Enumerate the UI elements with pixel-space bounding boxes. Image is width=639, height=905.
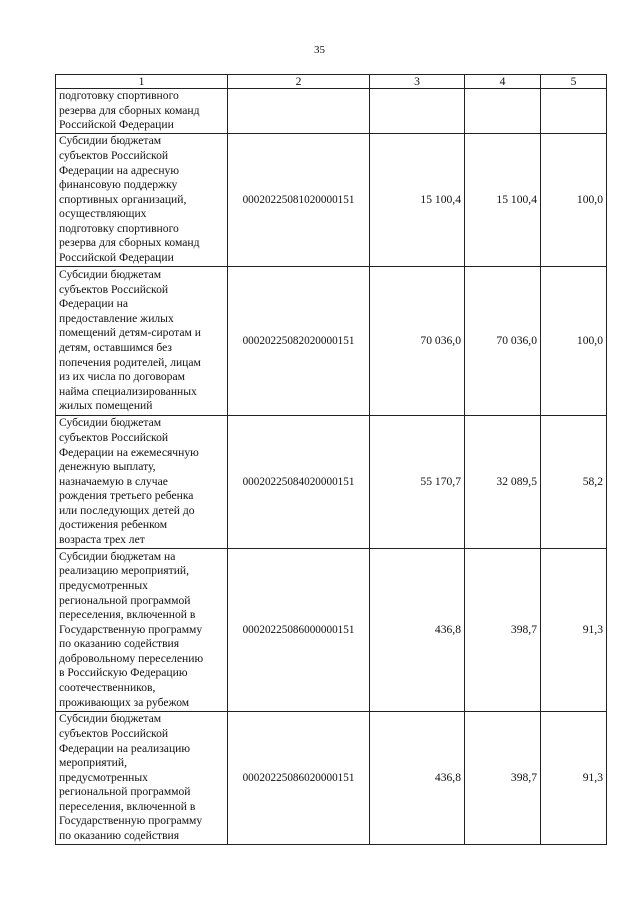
row-name-line: попечения родителей, лицам [59, 355, 201, 369]
row-name-line: переселения, включенной в [59, 608, 196, 622]
row-name-line: Федерации на реализацию [59, 741, 191, 755]
row-name-line: финансовую поддержку [59, 178, 178, 192]
row-name-cell [56, 89, 228, 134]
row-name-line: по оказанию содействия [59, 829, 180, 843]
row-name-line: Федерации на ежемесячную [59, 445, 199, 459]
row-percent-cell: 100,0 [541, 134, 607, 267]
row-percent-cell: 58,2 [541, 416, 607, 549]
table-body [56, 89, 607, 845]
row-name-line: осуществляющих [59, 207, 147, 221]
row-name-line: субъектов Российской [59, 430, 169, 444]
row-name-line: Российской Федерации [59, 118, 174, 132]
row-name-line: Субсидии бюджетам [59, 416, 162, 430]
row-code-cell: 00020225086020000151 [228, 712, 370, 845]
table-row [56, 134, 607, 267]
row-name-line: достижения ребенком [59, 518, 168, 532]
row-name-line: Субсидии бюджетам [59, 712, 162, 726]
row-percent-cell: 91,3 [541, 712, 607, 845]
row-name-line: спортивных организаций, [59, 192, 187, 206]
row-name-line: соотечественников, [59, 681, 156, 695]
row-name-line: добровольному переселению [59, 651, 204, 665]
row-name-line: субъектов Российской [59, 726, 169, 740]
row-name-line: проживающих за рубежом [59, 695, 190, 709]
row-name-line: субъектов Российской [59, 282, 169, 296]
row-name-line: из их числа по договорам [59, 370, 185, 384]
row-name-line: Федерации на адресную [59, 163, 179, 177]
row-code-cell [228, 89, 370, 134]
row-approved-cell: 70 036,0 [370, 267, 465, 416]
row-executed-cell: 15 100,4 [465, 134, 541, 267]
budget-table [55, 74, 607, 845]
row-name-line: подготовку спортивного [59, 221, 179, 235]
row-name-line: назначаемую в случае [59, 474, 168, 488]
row-code-cell: 00020225086000000151 [228, 549, 370, 712]
row-approved-cell [370, 89, 465, 134]
row-percent-cell: 91,3 [541, 549, 607, 712]
header-row [56, 75, 607, 89]
row-approved-cell: 55 170,7 [370, 416, 465, 549]
row-name-cell [56, 134, 228, 267]
row-executed-cell: 32 089,5 [465, 416, 541, 549]
row-executed-cell: 70 036,0 [465, 267, 541, 416]
row-name-line: найма специализированных [59, 384, 197, 398]
row-percent-cell: 100,0 [541, 267, 607, 416]
row-name-line: Государственную программу [59, 814, 203, 828]
row-name-line: предусмотренных [59, 770, 148, 784]
table-row [56, 89, 607, 134]
row-name-line: подготовку спортивного [59, 89, 179, 103]
column-header-2: 2 [228, 75, 370, 89]
row-name-line: переселения, включенной в [59, 799, 196, 813]
row-approved-cell: 436,8 [370, 549, 465, 712]
row-name-line: предусмотренных [59, 578, 148, 592]
row-name-line: детям, оставшимся без [59, 341, 172, 354]
row-executed-cell: 398,7 [465, 712, 541, 845]
row-name-line: резерва для сборных команд [59, 236, 200, 250]
row-name-line: жилых помещений [59, 399, 153, 413]
row-approved-cell: 436,8 [370, 712, 465, 845]
row-name-cell [56, 267, 228, 416]
row-name-line: по оказанию содействия [59, 637, 180, 651]
row-approved-cell: 15 100,4 [370, 134, 465, 267]
row-name-line: Федерации на [59, 297, 129, 311]
page-number: 35 [314, 44, 325, 56]
row-name-line: в Российскую Федерацию [59, 666, 188, 680]
row-name-line: возраста трех лет [59, 533, 145, 547]
row-name-line: реализацию мероприятий, [59, 564, 190, 578]
table-row [56, 712, 607, 845]
row-name-line: Субсидии бюджетам на [59, 549, 176, 563]
table-row [56, 267, 607, 416]
row-code-cell: 00020225084020000151 [228, 416, 370, 549]
row-name-line: помещений детям-сиротам и [59, 326, 201, 340]
row-name-line: Государственную программу [59, 622, 203, 636]
row-name-line: резерва для сборных команд [59, 103, 200, 117]
table-row [56, 416, 607, 549]
row-name-line: Российской Федерации [59, 251, 174, 265]
row-name-line: мероприятий, [59, 756, 127, 770]
row-name-line: предоставление жилых [59, 311, 174, 325]
row-percent-cell [541, 89, 607, 134]
column-header-3: 3 [370, 75, 465, 89]
row-name-cell [56, 416, 228, 549]
row-name-line: региональной программой [59, 785, 191, 799]
row-name-line: денежную выплату, [59, 460, 156, 474]
row-name-cell [56, 549, 228, 712]
row-name-cell [56, 712, 228, 845]
row-executed-cell [465, 89, 541, 134]
row-name-line: рождения третьего ребенка [59, 489, 194, 503]
column-header-1: 1 [56, 75, 228, 89]
column-header-5: 5 [541, 75, 607, 89]
row-name-line: Субсидии бюджетам [59, 134, 162, 148]
row-name-line: Субсидии бюджетам [59, 268, 162, 282]
column-header-4: 4 [465, 75, 541, 89]
row-name-line: региональной программой [59, 593, 191, 607]
table-row [56, 549, 607, 712]
row-name-line: или последующих детей до [59, 503, 195, 517]
row-name-line: субъектов Российской [59, 148, 169, 162]
row-code-cell: 00020225081020000151 [228, 134, 370, 267]
row-executed-cell: 398,7 [465, 549, 541, 712]
row-code-cell: 00020225082020000151 [228, 267, 370, 416]
